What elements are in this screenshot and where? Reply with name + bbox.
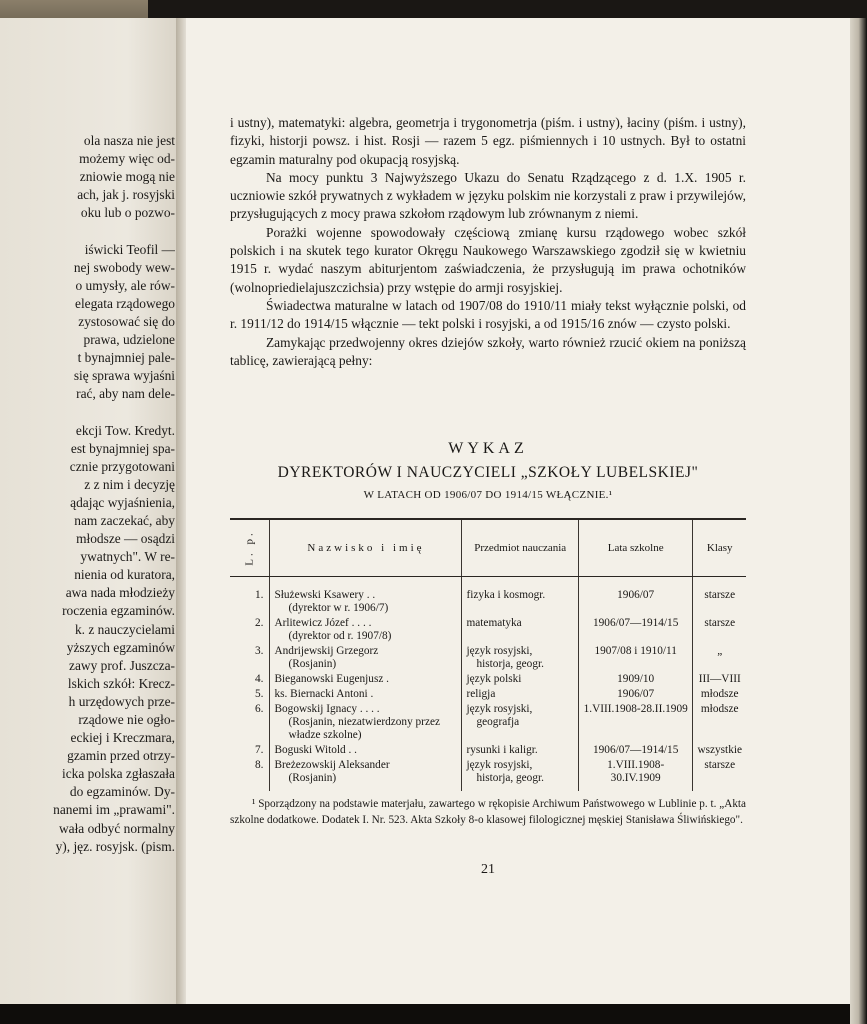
left-page-line: k. z nauczycielami — [74, 621, 175, 637]
left-page-line: zniowie mogą nie — [79, 169, 175, 185]
cell-years: 1909/10 — [578, 673, 693, 688]
left-page-line: h urzędowych prze- — [68, 693, 175, 709]
page-edge — [850, 18, 867, 1024]
cell-lp: 3. — [255, 645, 264, 657]
cell-classes: starsze — [693, 617, 746, 645]
left-page-line: rać, aby nam dele- — [76, 386, 175, 402]
subject-line-2: geografja — [476, 716, 520, 728]
cell-subject — [462, 645, 578, 673]
left-page-text — [0, 132, 175, 856]
left-page-line: est bynajmniej spa- — [70, 440, 175, 456]
left-page-line: eckiej i Kreczmara, — [70, 730, 175, 746]
left-page-line: ywatnych". W re- — [80, 549, 175, 565]
cell-classes: młodsze — [693, 703, 746, 744]
left-page-line — [0, 403, 175, 421]
left-page-line: roczenia egzaminów. — [62, 603, 175, 619]
cell-years: 1906/07 — [578, 688, 693, 703]
left-page-line: wała odbyć normalny — [58, 820, 175, 836]
header-lp: L. p. — [230, 519, 270, 577]
table-row — [230, 645, 746, 673]
cell-subject — [462, 617, 578, 645]
cell-subject — [462, 759, 578, 791]
teacher-name: Andrijewskij Grzegorz — [274, 645, 379, 657]
table-period: W LATACH OD 1906/07 DO 1914/15 WŁĄCZNIE.¹ — [363, 489, 613, 501]
left-page-line: cznie przygotowani — [69, 458, 175, 474]
left-page-line: możemy więc od- — [79, 151, 175, 167]
teacher-note: (dyrektor w r. 1906/7) — [288, 602, 389, 614]
table-row — [230, 759, 746, 791]
paragraph: Porażki wojenne spowodowały częściową zmianę kursu rządowego wobec szkół polskich i na skutek tego kurator Okręgu Naukowego Warszawskiego zgodził się w kwietniu 1915 r. wydać naszym abiturjentom zaświadczenia, że przysługują im prawa ochotników (wolnopriedielajuszczichsia) przy wstępie do armji rosyjskiej. — [230, 224, 746, 295]
header-subject: Przedmiot nauczania — [462, 519, 578, 577]
cell-years: 1906/07 — [578, 577, 693, 618]
left-page-line: rządowe nie ogło- — [78, 712, 175, 727]
table-row — [230, 688, 746, 703]
teacher-name: Bieganowski Eugenjusz . — [274, 673, 390, 685]
teacher-note: (dyrektor od r. 1907/8) — [288, 630, 392, 642]
left-page-line: nej swobody wew- — [73, 259, 175, 275]
left-page-line: zawy prof. Juszcza- — [69, 657, 175, 673]
left-page-line: prawa, udzielone — [83, 332, 175, 348]
left-page-line: lskich szkół: Krecz- — [67, 675, 175, 691]
cell-years: 1.VIII.1908-30.IV.1909 — [578, 759, 693, 791]
cell-lp: 2. — [255, 617, 264, 629]
table-row — [230, 703, 746, 744]
table-row — [230, 577, 746, 618]
cell-classes: wszystkie — [693, 744, 746, 759]
left-page-line: do egzaminów. Dy- — [69, 784, 175, 800]
subject-line: język polski — [466, 673, 522, 685]
left-page-line: oku lub o pozwo- — [80, 205, 175, 221]
teacher-note: (Rosjanin, niezatwierdzony przez władze szkolne) — [288, 716, 440, 741]
cell-years: 1906/07—1914/15 — [578, 617, 693, 645]
paragraph: i ustny), matematyki: algebra, geometrja i trygonometrja (piśm. i ustny), łaciny (piśm. i ustny), fizyki, historji powsz. i hist. Rosji — razem 5 egz. piśmiennych i 10 ustnych. Był to ostatni egzamin maturalny pod okupacją rosyjską. — [230, 115, 746, 167]
table-body — [230, 577, 746, 792]
cell-lp: 5. — [255, 688, 264, 700]
cell-name — [270, 617, 462, 645]
left-page-line: nam zaczekać, aby — [74, 512, 175, 528]
cell-subject — [462, 673, 578, 688]
cell-name — [270, 744, 462, 759]
footnote: ¹ Sporządzony na podstawie materjału, zawartego w rękopisie Archiwum Państwowego w Lublinie p. t. „Akta szkolne dodatkowe. Dodatek I. Nr. 523. Akta Szkoły 8-o klasowej filologicznej męskiej Stanisława Śliwińskiego". — [230, 798, 746, 826]
cell-subject — [462, 703, 578, 744]
header-name: Nazwisko i imię — [270, 519, 462, 577]
cell-name — [270, 759, 462, 791]
header-classes: Klasy — [693, 519, 746, 577]
subject-line: język rosyjski, — [466, 759, 533, 771]
staff-table — [230, 518, 746, 791]
paragraph: Na mocy punktu 3 Najwyższego Ukazu do Senatu Rządzącego z d. 1.X. 1905 r. uczniowie szkół prywatnych z wykładem w języku polskim nie korzystali z praw i przywilejów, przysługujących z mocy prawa szkołom rządowym lub zrównanym z niemi. — [230, 169, 746, 222]
teacher-name: ks. Biernacki Antoni . — [274, 688, 374, 700]
cell-classes: „ — [693, 645, 746, 673]
cell-lp: 4. — [255, 673, 264, 685]
table-subtitle: DYREKTORÓW I NAUCZYCIELI „SZKOŁY LUBELSKIEJ" — [277, 464, 699, 481]
paragraph: Zamykając przedwojenny okres dziejów szkoły, warto również rzucić okiem na poniższą tablicę, zawierającą pełny: — [230, 334, 746, 368]
left-page-line: awa nada młodzieży — [65, 585, 175, 601]
cell-classes: starsze — [693, 759, 746, 791]
teacher-name: Boguski Witold . . — [274, 744, 357, 756]
subject-line: język rosyjski, — [466, 703, 533, 715]
teacher-name: Breżezowskij Aleksander — [274, 759, 390, 771]
subject-line: religja — [466, 688, 496, 700]
left-page — [0, 18, 182, 1004]
left-page-line: t bynajmniej pale- — [77, 350, 175, 366]
left-page-line: nanemi im „prawami". — [53, 802, 175, 818]
left-page-line: nienia od kuratora, — [74, 567, 175, 583]
left-page-line: z z nim i decyzję — [84, 476, 175, 492]
subject-line-2: historja, geogr. — [476, 658, 544, 670]
left-page-line — [0, 222, 175, 240]
cell-subject — [462, 688, 578, 703]
cell-subject — [462, 577, 578, 618]
cell-years: 1906/07—1914/15 — [578, 744, 693, 759]
left-page-line: icka polska zgłaszała — [61, 766, 175, 782]
left-page-line: o umysły, ale rów- — [75, 277, 175, 293]
cell-lp: 7. — [255, 744, 264, 756]
table-row — [230, 673, 746, 688]
subject-line: fizyka i kosmogr. — [466, 589, 546, 601]
table-header-row — [230, 519, 746, 577]
left-page-line: młodsze — osądzi — [76, 531, 175, 547]
teacher-name: Arlitewicz Józef . . . . — [274, 617, 372, 629]
cell-lp: 1. — [255, 589, 264, 601]
cell-classes: młodsze — [693, 688, 746, 703]
teacher-note: (Rosjanin) — [288, 772, 337, 784]
cell-classes: III—VIII — [693, 673, 746, 688]
cell-years: 1.VIII.1908-28.II.1909 — [578, 703, 693, 744]
paragraph: Świadectwa maturalne w latach od 1907/08 do 1910/11 miały tekst wyłącznie polski, od r. 1911/12 do 1914/15 włącznie — tekt polski i rosyjski, a od 1915/16 znów — czysto polski. — [230, 297, 746, 332]
bottom-edge — [0, 1004, 850, 1024]
left-page-line: elegata rządowego — [75, 295, 175, 311]
cell-years: 1907/08 i 1910/11 — [578, 645, 693, 673]
subject-line: matematyka — [466, 617, 522, 629]
subject-line: rysunki i kaligr. — [466, 744, 538, 756]
left-page-line: yższych egzaminów — [66, 639, 175, 655]
left-page-line: y), jęz. rosyjsk. (pism. — [55, 838, 175, 854]
cell-subject — [462, 744, 578, 759]
teacher-name: Służewski Ksawery . . — [274, 589, 376, 601]
cell-name — [270, 703, 462, 744]
table-row — [230, 617, 746, 645]
cell-name — [270, 673, 462, 688]
left-page-line: się sprawa wyjaśni — [73, 368, 175, 384]
left-page-line: ekcji Tow. Kredyt. — [75, 422, 175, 438]
teacher-name: Bogowskij Ignacy . . . . — [274, 703, 380, 715]
header-years: Lata szkolne — [578, 519, 693, 577]
body-text — [230, 114, 746, 370]
cell-name — [270, 577, 462, 618]
subject-line-2: historja, geogr. — [476, 772, 544, 784]
left-page-line: zystosować się do — [78, 313, 175, 329]
subject-line: język rosyjski, — [466, 645, 533, 657]
table-title: WYKAZ — [448, 440, 528, 457]
teacher-note: (Rosjanin) — [288, 658, 337, 670]
cell-name — [270, 645, 462, 673]
table-row — [230, 744, 746, 759]
cell-classes: starsze — [693, 577, 746, 618]
left-page-line: ach, jak j. rosyjski — [77, 187, 175, 203]
cell-lp: 6. — [255, 703, 264, 715]
page-number: 21 — [481, 862, 495, 877]
cell-lp: 8. — [255, 759, 264, 771]
left-page-line: gzamin przed otrzy- — [67, 748, 175, 764]
left-page-line: ola nasza nie jest — [83, 133, 175, 148]
left-page-line: ądając wyjaśnienia, — [70, 494, 175, 510]
cell-name — [270, 688, 462, 703]
left-page-line: iświcki Teofil — — [84, 241, 175, 257]
